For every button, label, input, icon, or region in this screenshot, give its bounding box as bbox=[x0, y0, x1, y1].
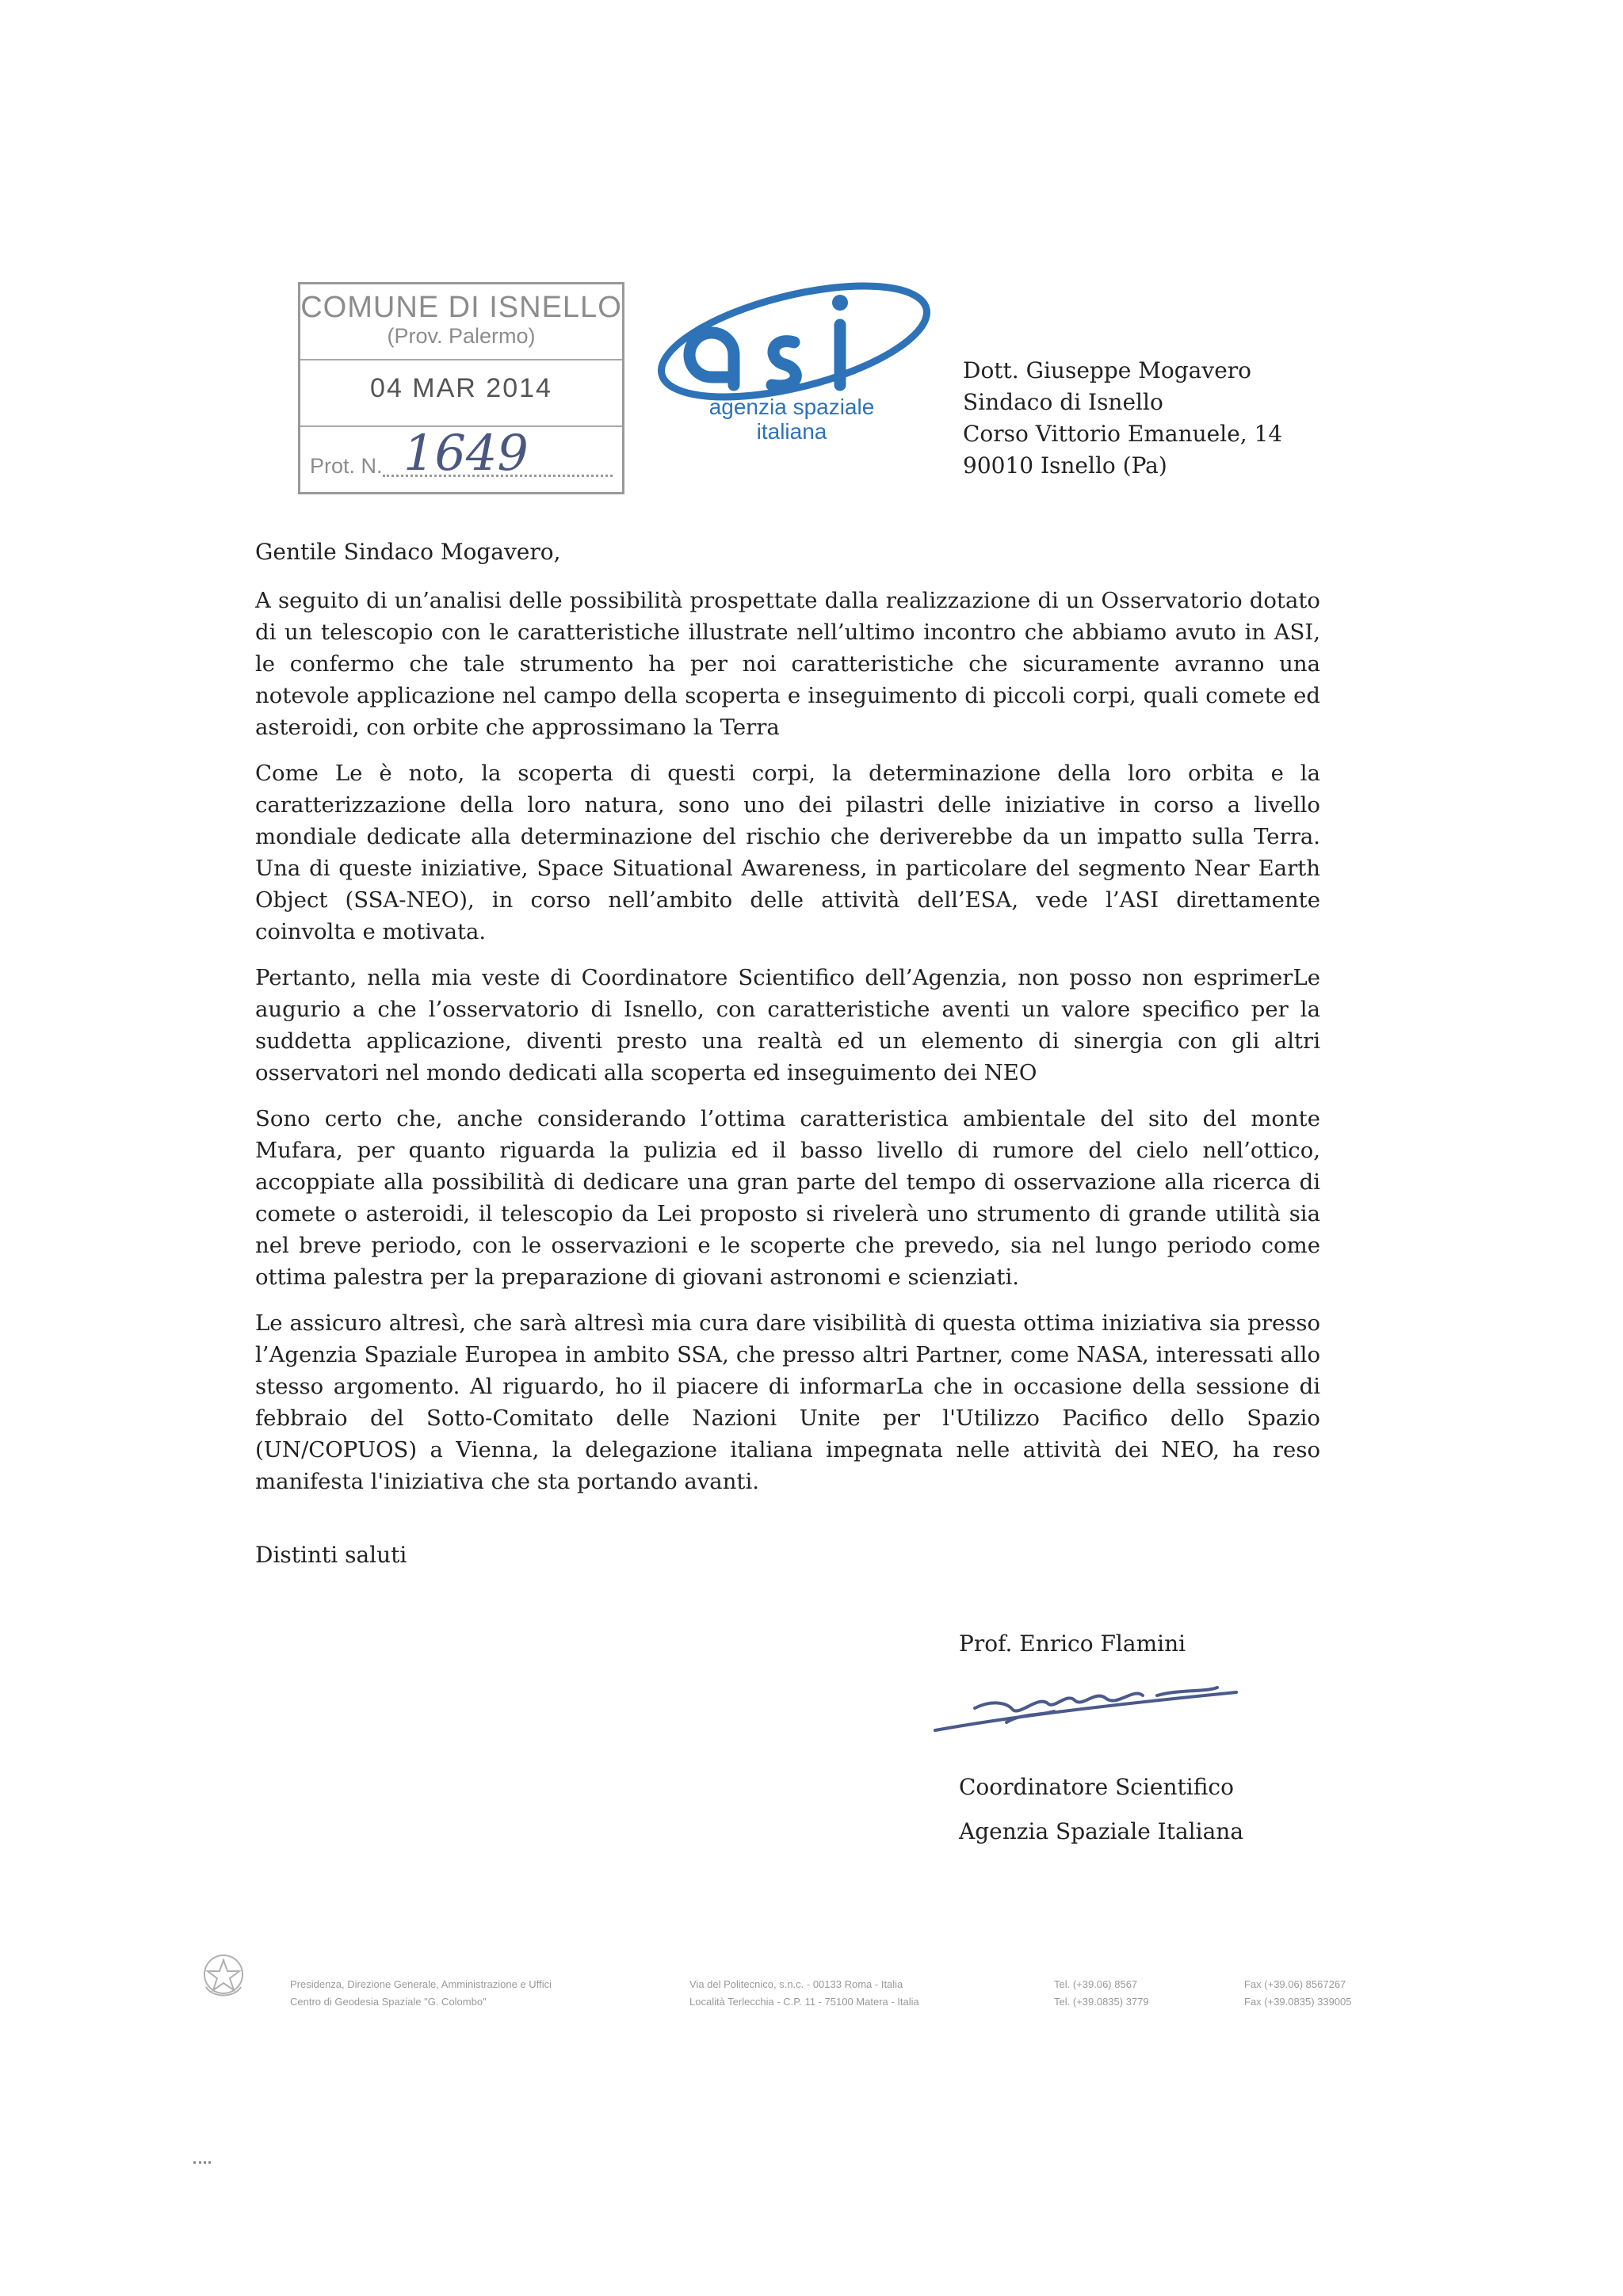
stamp-divider bbox=[300, 359, 622, 360]
stamp-municipality: COMUNE DI ISNELLO bbox=[300, 291, 622, 324]
footer-text: Fax (+39.06) 8567267 bbox=[1244, 1978, 1346, 1990]
stamp-date: 04 MAR 2014 bbox=[370, 373, 552, 403]
footer-text: Via del Politecnico, s.n.c. - 00133 Roma - Italia bbox=[689, 1978, 903, 1990]
footer-text: Fax (+39.0835) 339005 bbox=[1244, 1996, 1352, 2008]
stamp-prot-label: Prot. N. bbox=[310, 454, 383, 478]
signer-organization: Agenzia Spaziale Italiana bbox=[959, 1818, 1244, 1844]
protocol-stamp bbox=[298, 282, 624, 494]
signer-role bbox=[959, 1765, 1243, 1854]
paragraph: Come Le è noto, la scoperta di questi corpi, la determinazione della loro orbita e la caratterizzazione della loro natura, sono uno dei pilastri delle iniziative in corso a livello mondiale dedicate alla determinazione del rischio che deriverebbe da un impatto sulla Terra. Una di queste iniziative, Space Situational Awareness, in particolare del segmento Near Earth Object (SSA-NEO), in corso nell’ambito delle attività dell’ESA, vede l’ASI direttamente coinvolta e motivata. bbox=[255, 761, 1320, 944]
address-line: Corso Vittorio Emanuele, 14 bbox=[963, 421, 1283, 447]
footer-addresses bbox=[689, 1976, 919, 2011]
stamp-prot-number: 1649 bbox=[403, 424, 529, 482]
paragraph: Pertanto, nella mia veste di Coordinatore Scientifico dell’Agenzia, non posso non esprimerLe augurio a che l’osservatorio di Isnello, con caratteristiche aventi un valore specifico per la suddetta applicazione, diventi presto una realtà ed un elemento di sinergia con gli altri osservatori nel mondo dedicati alla scoperta ed inseguimento dei NEO bbox=[255, 965, 1320, 1085]
footer-text: Centro di Geodesia Spaziale "G. Colombo" bbox=[290, 1996, 487, 2008]
footer-text: Tel. (+39.0835) 3779 bbox=[1054, 1996, 1149, 2008]
logo-line-2: italiana bbox=[756, 419, 827, 444]
footer-phones bbox=[1054, 1976, 1149, 2011]
logo-line-1: agenzia spaziale bbox=[708, 395, 875, 419]
footer-text: Tel. (+39.06) 8567 bbox=[1054, 1978, 1138, 1990]
paragraph: Le assicuro altresì, che sarà altresì mia cura dare visibilità di questa ottima iniziativa sia presso l’Agenzia Spaziale Europea in ambito SSA, che presso altri Partner, come NASA, interessati allo stesso argomento. Al riguardo, ho il piacere di informarLa che in occasione della sessione di febbraio del Sotto-Comitato delle Nazioni Unite per l'Utilizzo Pacifico dello Spazio (UN/COPUOS) a Vienna, la delegazione italiana impegnata nelle attività dei NEO, ha reso manifesta l'iniziativa che sta portando avanti. bbox=[255, 1310, 1320, 1494]
stamp-dotted-line bbox=[383, 475, 613, 477]
footer-text: Presidenza, Direzione Generale, Amministrazione e Uffici bbox=[290, 1978, 552, 1990]
page-mark bbox=[193, 2161, 211, 2164]
footer-offices bbox=[290, 1976, 552, 2011]
republic-emblem-icon bbox=[198, 1947, 249, 2004]
footer-faxes bbox=[1244, 1976, 1352, 2011]
paragraph: A seguito di un’analisi delle possibilità prospettate dalla realizzazione di un Osservatorio dotato di un telescopio con le caratteristiche illustrate nell’ultimo incontro che abbiamo avuto in ASI, le confermo che tale strumento ha per noi caratteristiche che sicuramente avranno una notevole applicazione nel campo della scoperta e inseguimento di piccoli corpi, quali comete ed asteroidi, con orbite che approssimano la Terra bbox=[255, 588, 1320, 740]
closing: Distinti saluti bbox=[255, 1542, 407, 1568]
letter-body bbox=[255, 585, 1320, 1512]
stamp-province: (Prov. Palermo) bbox=[387, 324, 536, 348]
handwritten-signature bbox=[919, 1661, 1252, 1748]
signer-title: Coordinatore Scientifico bbox=[959, 1774, 1234, 1800]
footer-text: Località Terlecchia - C.P. 11 - 75100 Matera - Italia bbox=[689, 1996, 919, 2008]
recipient-address bbox=[963, 355, 1282, 482]
salutation: Gentile Sindaco Mogavero, bbox=[255, 539, 561, 565]
address-line: Sindaco di Isnello bbox=[963, 389, 1163, 415]
address-line: Dott. Giuseppe Mogavero bbox=[963, 357, 1251, 383]
asi-logo-text bbox=[677, 395, 907, 444]
paragraph: Sono certo che, anche considerando l’ottima caratteristica ambientale del sito del monte Mufara, per quanto riguarda la pulizia ed il basso livello di rumore del cielo nell’ottico, accoppiate alla possibilità di dedicare una gran parte del tempo di osservazione alla ricerca di comete o asteroidi, il telescopio da Lei proposto si rivelerà uno strumento di grande utilità sia nel breve periodo, con le osservazioni e le scoperte che prevedo, sia nel lungo periodo come ottima palestra per la preparazione di giovani astronomi e scienziati. bbox=[255, 1106, 1320, 1290]
address-line: 90010 Isnello (Pa) bbox=[963, 452, 1167, 479]
letterhead-footer bbox=[198, 1947, 1403, 2019]
signer-name: Prof. Enrico Flamini bbox=[959, 1630, 1186, 1657]
